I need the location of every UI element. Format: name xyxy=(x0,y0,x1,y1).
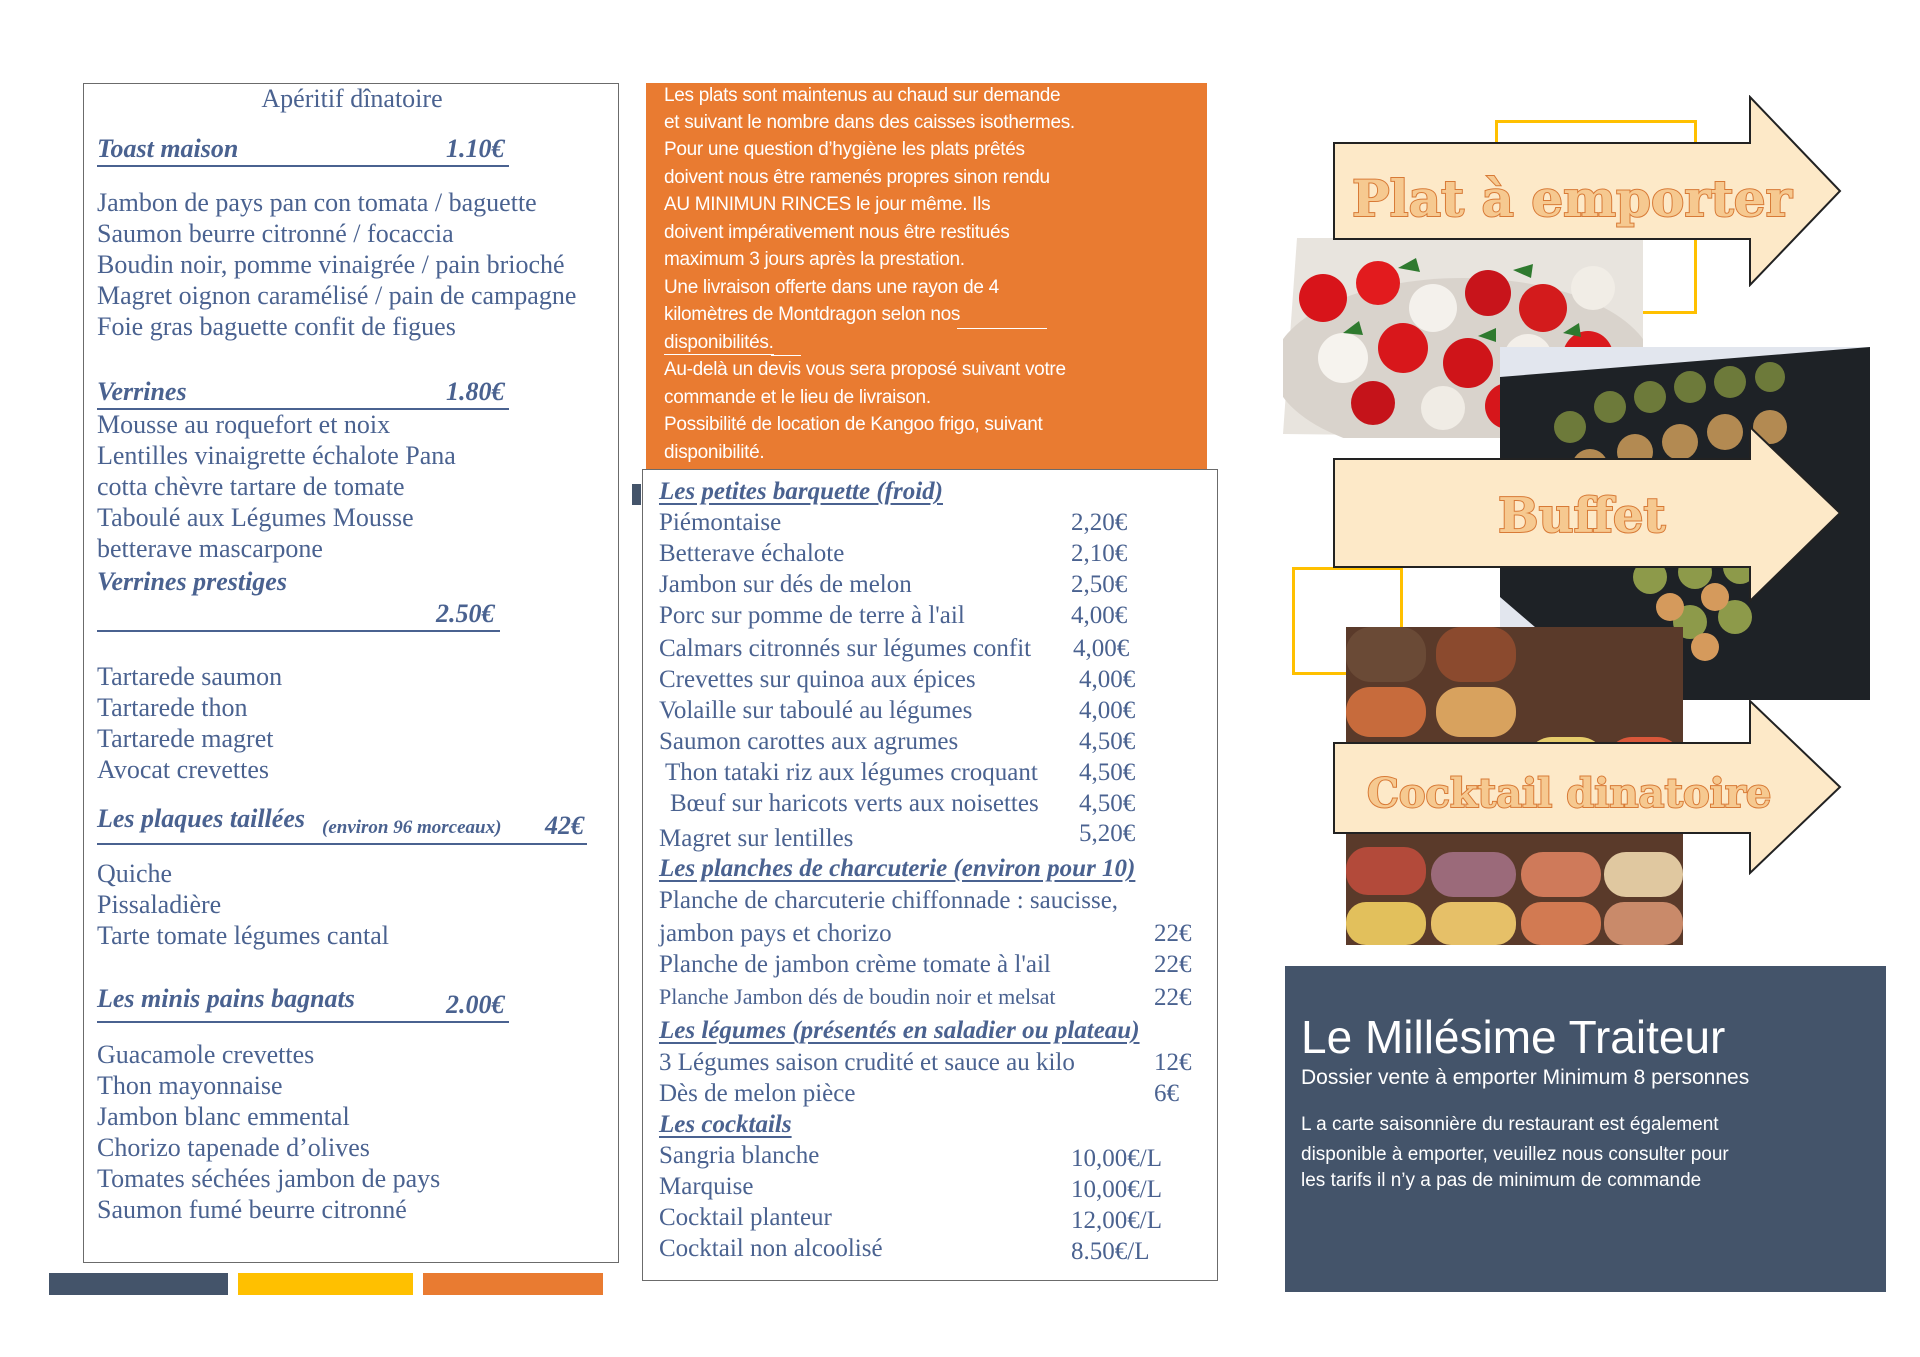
list-item: Jambon blanc emmental xyxy=(97,1102,350,1131)
menu-row-price: 2,10€ xyxy=(1071,540,1128,567)
menu-row-price: 4,00€ xyxy=(1079,697,1136,724)
list-item: Mousse au roquefort et noix xyxy=(97,410,391,439)
menu-row-name: jambon pays et chorizo xyxy=(659,920,892,947)
info-line: Une livraison offerte dans une rayon de 4 xyxy=(664,277,999,298)
section-legumes: Les légumes (présentés en saladier ou plateau) xyxy=(659,1017,1140,1044)
orange-bar xyxy=(423,1273,603,1295)
list-item: Magret oignon caramélisé / pain de campagne xyxy=(97,281,577,310)
menu-row-name: Marquise xyxy=(659,1173,754,1200)
note-line: L a carte saisonnière du restaurant est également xyxy=(1301,1114,1719,1135)
list-item: Thon mayonnaise xyxy=(97,1071,283,1100)
section-bagnats-label: Les minis pains bagnats xyxy=(97,984,355,1013)
menu-row-name: Bœuf sur haricots verts aux noisettes xyxy=(670,790,1039,817)
menu-row-price: 22€ xyxy=(1154,951,1192,978)
list-item: Lentilles vinaigrette échalote Pana xyxy=(97,441,456,470)
info-line: Au-delà un devis vous sera proposé suivant votre xyxy=(664,359,1066,380)
divider xyxy=(97,165,509,167)
divider xyxy=(97,630,500,632)
section-plaques-label: Les plaques taillées xyxy=(97,804,305,833)
note-line: les tarifs il n’y a pas de minimum de commande xyxy=(1301,1170,1702,1191)
menu-row-name: Planche de jambon crème tomate à l'ail xyxy=(659,951,1051,978)
section-plaques-note: (environ 96 morceaux) xyxy=(322,817,502,838)
panel-title: Apéritif dînatoire xyxy=(261,84,443,113)
section-barquette: Les petites barquette (froid) xyxy=(659,478,943,505)
marker xyxy=(632,484,641,505)
aperitif-panel xyxy=(83,83,619,1263)
menu-row-price: 4,00€ xyxy=(1079,666,1136,693)
divider xyxy=(97,1021,509,1023)
menu-row-price: 12€ xyxy=(1154,1049,1192,1076)
menu-row-name: Piémontaise xyxy=(659,509,782,536)
menu-row-price: 22€ xyxy=(1154,920,1192,947)
menu-row-name: Porc sur pomme de terre à l'ail xyxy=(659,602,965,629)
menu-row-name: Thon tataki riz aux légumes croquant xyxy=(665,759,1038,786)
list-item: Tartarede magret xyxy=(97,724,274,753)
menu-row-name: Cocktail non alcoolisé xyxy=(659,1235,883,1262)
list-item: Tartarede saumon xyxy=(97,662,283,691)
list-item: Taboulé aux Légumes Mousse xyxy=(97,503,414,532)
info-line: Possibilité de location de Kangoo frigo, suivant xyxy=(664,414,1043,435)
title-box xyxy=(1285,966,1886,1292)
menu-row-price: 2,50€ xyxy=(1071,571,1128,598)
list-item: cotta chèvre tartare de tomate xyxy=(97,472,405,501)
divider xyxy=(957,328,1047,329)
info-box xyxy=(646,83,1207,469)
menu-row-name: Crevettes sur quinoa aux épices xyxy=(659,666,976,693)
list-item: Jambon de pays pan con tomata / baguette xyxy=(97,188,537,217)
menu-row-price: 4,50€ xyxy=(1079,790,1136,817)
section-plaques-price: 42€ xyxy=(545,811,584,840)
brand-subtitle: Dossier vente à emporter Minimum 8 personnes xyxy=(1301,1066,1750,1089)
brand-title: Le Millésime Traiteur xyxy=(1301,1011,1726,1063)
menu-row-price: 2,20€ xyxy=(1071,509,1128,536)
info-line: kilomètres de Montdragon selon nos xyxy=(664,304,961,325)
menu-row-price: 10,00€/L xyxy=(1071,1176,1162,1203)
divider xyxy=(97,843,587,845)
section-planches: Les planches de charcuterie (environ pour 10) xyxy=(659,855,1136,882)
menu-row-price: 4,50€ xyxy=(1079,759,1136,786)
list-item: Tomates séchées jambon de pays xyxy=(97,1164,441,1193)
arrow-buffet xyxy=(1330,425,1845,605)
list-item: Pissaladière xyxy=(97,890,222,919)
info-line: maximum 3 jours après la prestation. xyxy=(664,249,965,270)
list-item: Saumon fumé beurre citronné xyxy=(97,1195,407,1224)
section-prestiges-price: 2.50€ xyxy=(436,599,495,628)
list-item: Tartarede thon xyxy=(97,693,248,722)
menu-row-name: Calmars citronnés sur légumes confit xyxy=(659,635,1032,662)
menu-row-name: Magret sur lentilles xyxy=(659,825,854,852)
menu-row-price: 22€ xyxy=(1154,984,1192,1011)
section-toast-price: 1.10€ xyxy=(446,134,505,163)
list-item: Quiche xyxy=(97,859,173,888)
info-line: disponibilité. xyxy=(664,442,765,463)
arrow-label: Buffet xyxy=(1498,488,1666,544)
section-toast-label: Toast maison xyxy=(97,134,239,163)
arrow-cocktail-dinatoire xyxy=(1330,699,1845,875)
menu-row-price: 4,00€ xyxy=(1071,602,1128,629)
menu-row-name: Planche de charcuterie chiffonnade : saucisse, xyxy=(659,887,1119,914)
list-item: Saumon beurre citronné / focaccia xyxy=(97,219,454,248)
info-line: commande et le lieu de livraison. xyxy=(664,387,931,408)
menu-row-name: Planche Jambon dés de boudin noir et melsat xyxy=(659,984,1056,1009)
info-line: doivent nous être ramenés propres sinon rendu xyxy=(664,167,1050,188)
menu-row-price: 5,20€ xyxy=(1079,820,1136,847)
section-prestiges-label: Verrines prestiges xyxy=(97,567,287,596)
list-item: Foie gras baguette confit de figues xyxy=(97,312,456,341)
menu-panel xyxy=(642,469,1218,1281)
gold-bar xyxy=(238,1273,413,1295)
info-line: AU MINIMUN RINCES le jour même. Ils xyxy=(664,194,991,215)
menu-row-price: 4,50€ xyxy=(1079,728,1136,755)
info-line: doivent impérativement nous être restitués xyxy=(664,222,1010,243)
section-bagnats-price: 2.00€ xyxy=(446,990,505,1019)
menu-row-price: 10,00€/L xyxy=(1071,1145,1162,1172)
menu-row-name: Betterave échalote xyxy=(659,540,845,567)
arrow-plat-a-emporter xyxy=(1330,95,1845,287)
section-verrines-price: 1.80€ xyxy=(446,377,505,406)
menu-row-name: Cocktail planteur xyxy=(659,1204,832,1231)
menu-row-name: Saumon carottes aux agrumes xyxy=(659,728,959,755)
list-item: betterave mascarpone xyxy=(97,534,323,563)
info-line: et suivant le nombre dans des caisses isothermes. xyxy=(664,112,1075,133)
menu-row-name: 3 Légumes saison crudité et sauce au kilo xyxy=(659,1049,1075,1076)
info-line: Pour une question d’hygiène les plats prêtés xyxy=(664,139,1025,160)
menu-row-price: 8.50€/L xyxy=(1071,1238,1150,1265)
list-item: Tarte tomate légumes cantal xyxy=(97,921,389,950)
menu-row-name: Jambon sur dés de melon xyxy=(659,571,912,598)
menu-row-name: Volaille sur taboulé au légumes xyxy=(659,697,973,724)
list-item: Chorizo tapenade d’olives xyxy=(97,1133,370,1162)
section-verrines-label: Verrines xyxy=(97,377,187,406)
arrow-label: Cocktail dinatoire xyxy=(1367,770,1772,817)
info-line: Les plats sont maintenus au chaud sur demande xyxy=(664,85,1061,106)
menu-row-name: Dès de melon pièce xyxy=(659,1080,856,1107)
menu-row-price: 12,00€/L xyxy=(1071,1207,1162,1234)
list-item: Guacamole crevettes xyxy=(97,1040,315,1069)
menu-row-name: Sangria blanche xyxy=(659,1142,820,1169)
list-item: Boudin noir, pomme vinaigrée / pain brioché xyxy=(97,250,565,279)
list-item: Avocat crevettes xyxy=(97,755,270,784)
note-line: disponible à emporter, veuillez nous consulter pour xyxy=(1301,1144,1729,1165)
menu-row-price: 6€ xyxy=(1154,1080,1179,1107)
menu-row-price: 4,00€ xyxy=(1073,635,1130,662)
arrow-label: Plat à emporter xyxy=(1352,169,1792,228)
navy-bar xyxy=(49,1273,228,1295)
info-line: disponibilités. xyxy=(664,332,774,353)
section-cocktails: Les cocktails xyxy=(659,1111,792,1138)
divider xyxy=(771,355,801,356)
